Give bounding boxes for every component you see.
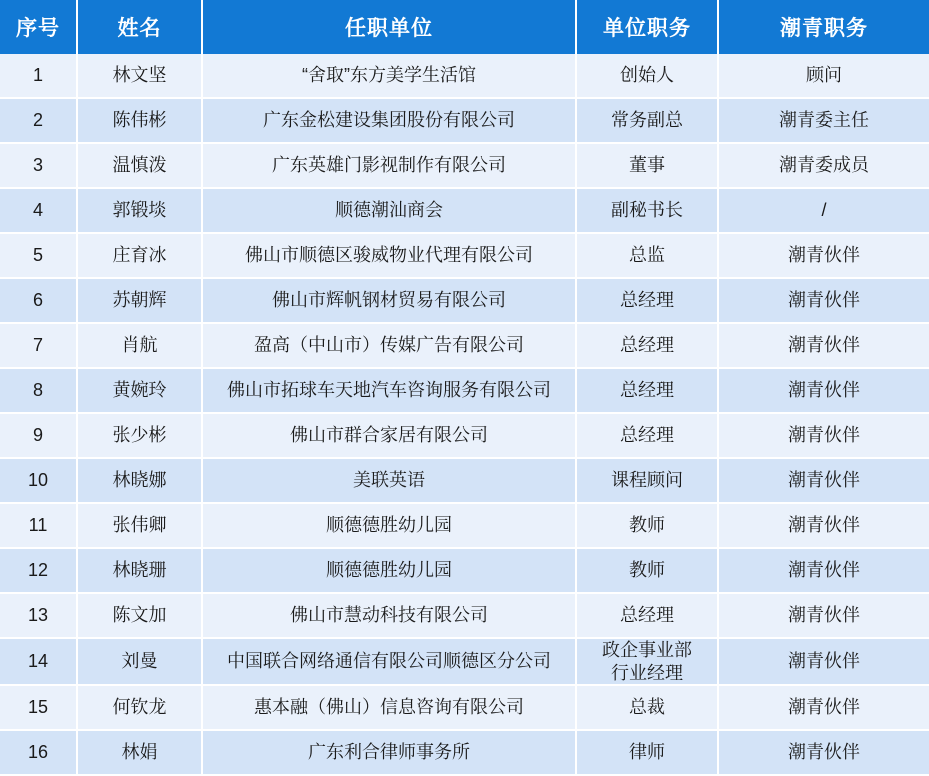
cell-organization: 广东金松建设集团股份有限公司 — [202, 98, 576, 143]
cell-organization: “舍取”东方美学生活馆 — [202, 54, 576, 98]
cell-index: 11 — [0, 503, 77, 548]
cell-index: 6 — [0, 278, 77, 323]
table-row — [0, 233, 929, 278]
cell-name: 温慎泼 — [77, 143, 202, 188]
cell-chaoqing-role: 潮青伙伴 — [718, 458, 929, 503]
cell-position: 总经理 — [576, 593, 718, 638]
table-row — [0, 188, 929, 233]
cell-organization: 顺德德胜幼儿园 — [202, 503, 576, 548]
cell-name: 庄育冰 — [77, 233, 202, 278]
cell-index: 16 — [0, 730, 77, 775]
cell-position: 律师 — [576, 730, 718, 775]
table-row — [0, 368, 929, 413]
cell-index: 5 — [0, 233, 77, 278]
table-row — [0, 458, 929, 503]
cell-chaoqing-role: 潮青伙伴 — [718, 233, 929, 278]
table-row — [0, 54, 929, 98]
cell-name: 林娟 — [77, 730, 202, 775]
cell-index: 10 — [0, 458, 77, 503]
cell-position: 常务副总 — [576, 98, 718, 143]
cell-position: 总经理 — [576, 413, 718, 458]
cell-position: 总经理 — [576, 278, 718, 323]
column-header-position: 单位职务 — [576, 0, 718, 54]
table-row — [0, 730, 929, 775]
cell-index: 12 — [0, 548, 77, 593]
column-header-chaoqing-role: 潮青职务 — [718, 0, 929, 54]
cell-index: 13 — [0, 593, 77, 638]
column-header-organization: 任职单位 — [202, 0, 576, 54]
column-header-name: 姓名 — [77, 0, 202, 54]
cell-position: 教师 — [576, 548, 718, 593]
cell-organization: 佛山市群合家居有限公司 — [202, 413, 576, 458]
cell-index: 7 — [0, 323, 77, 368]
cell-chaoqing-role: 潮青伙伴 — [718, 413, 929, 458]
cell-chaoqing-role: 潮青伙伴 — [718, 730, 929, 775]
cell-position: 创始人 — [576, 54, 718, 98]
cell-name: 陈伟彬 — [77, 98, 202, 143]
cell-position: 董事 — [576, 143, 718, 188]
cell-organization: 惠本融（佛山）信息咨询有限公司 — [202, 685, 576, 730]
cell-position: 总经理 — [576, 323, 718, 368]
cell-position: 总监 — [576, 233, 718, 278]
cell-organization: 佛山市慧动科技有限公司 — [202, 593, 576, 638]
table-row — [0, 323, 929, 368]
cell-chaoqing-role: 潮青伙伴 — [718, 323, 929, 368]
cell-chaoqing-role: 潮青伙伴 — [718, 503, 929, 548]
cell-organization: 广东英雄门影视制作有限公司 — [202, 143, 576, 188]
cell-organization: 顺德德胜幼儿园 — [202, 548, 576, 593]
cell-chaoqing-role: 潮青委成员 — [718, 143, 929, 188]
cell-name: 陈文加 — [77, 593, 202, 638]
cell-organization: 中国联合网络通信有限公司顺德区分公司 — [202, 638, 576, 685]
table-row — [0, 98, 929, 143]
cell-position-line2: 行业经理 — [611, 662, 683, 683]
cell-position: 副秘书长 — [576, 188, 718, 233]
cell-position: 课程顾问 — [576, 458, 718, 503]
cell-chaoqing-role: / — [718, 188, 929, 233]
column-header-index: 序号 — [0, 0, 77, 54]
cell-position-line1: 政企事业部 — [602, 640, 692, 660]
table-body — [0, 54, 929, 775]
cell-chaoqing-role: 顾问 — [718, 54, 929, 98]
table-row — [0, 503, 929, 548]
table-row — [0, 413, 929, 458]
cell-name: 林文坚 — [77, 54, 202, 98]
table-row — [0, 638, 929, 685]
cell-index: 1 — [0, 54, 77, 98]
cell-name: 苏朝辉 — [77, 278, 202, 323]
cell-index: 8 — [0, 368, 77, 413]
cell-chaoqing-role: 潮青伙伴 — [718, 638, 929, 685]
cell-chaoqing-role: 潮青委主任 — [718, 98, 929, 143]
table-row — [0, 278, 929, 323]
cell-organization: 美联英语 — [202, 458, 576, 503]
cell-index: 15 — [0, 685, 77, 730]
cell-chaoqing-role: 潮青伙伴 — [718, 368, 929, 413]
cell-position: 教师 — [576, 503, 718, 548]
cell-position: 总裁 — [576, 685, 718, 730]
cell-position: 总经理 — [576, 368, 718, 413]
cell-chaoqing-role: 潮青伙伴 — [718, 685, 929, 730]
cell-index: 3 — [0, 143, 77, 188]
table-header — [0, 0, 929, 54]
table-row — [0, 143, 929, 188]
cell-chaoqing-role: 潮青伙伴 — [718, 593, 929, 638]
cell-chaoqing-role: 潮青伙伴 — [718, 548, 929, 593]
cell-position — [576, 638, 718, 685]
cell-organization: 佛山市拓球车天地汽车咨询服务有限公司 — [202, 368, 576, 413]
cell-index: 9 — [0, 413, 77, 458]
cell-organization: 佛山市顺德区骏威物业代理有限公司 — [202, 233, 576, 278]
cell-name: 何钦龙 — [77, 685, 202, 730]
cell-name: 林晓娜 — [77, 458, 202, 503]
table-row — [0, 685, 929, 730]
cell-organization: 顺德潮汕商会 — [202, 188, 576, 233]
cell-name: 林晓珊 — [77, 548, 202, 593]
cell-index: 2 — [0, 98, 77, 143]
cell-name: 郭锻埮 — [77, 188, 202, 233]
cell-name: 张少彬 — [77, 413, 202, 458]
cell-index: 14 — [0, 638, 77, 685]
cell-index: 4 — [0, 188, 77, 233]
cell-organization: 佛山市辉帆钢材贸易有限公司 — [202, 278, 576, 323]
table-row — [0, 593, 929, 638]
cell-name: 黄婉玲 — [77, 368, 202, 413]
header-row — [0, 0, 929, 54]
cell-chaoqing-role: 潮青伙伴 — [718, 278, 929, 323]
cell-organization: 广东利合律师事务所 — [202, 730, 576, 775]
cell-organization: 盈高（中山市）传媒广告有限公司 — [202, 323, 576, 368]
cell-name: 肖航 — [77, 323, 202, 368]
cell-name: 刘曼 — [77, 638, 202, 685]
table-row — [0, 548, 929, 593]
cell-name: 张伟卿 — [77, 503, 202, 548]
